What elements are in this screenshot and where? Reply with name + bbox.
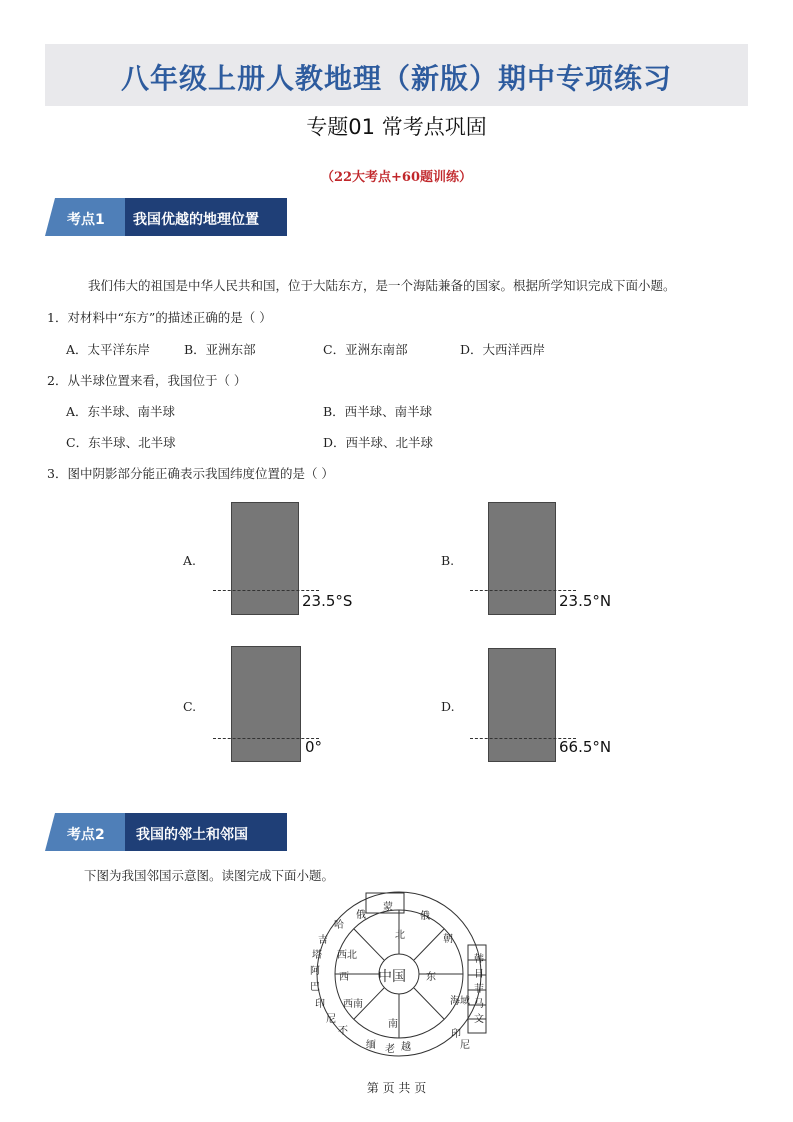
- question-1-option-b[interactable]: B．亚洲东部: [184, 342, 256, 357]
- diagram-country: 老: [385, 1044, 395, 1055]
- question-2-option-a[interactable]: A．东半球、南半球: [66, 404, 176, 419]
- diagram-country: 巴: [310, 982, 320, 993]
- question-1-option-a[interactable]: A．太平洋东岸: [66, 342, 151, 357]
- diagram-country: 日: [474, 969, 484, 980]
- figure-a-shaded-rect: [231, 502, 299, 615]
- figure-b-latitude: 23.5°N: [559, 592, 612, 610]
- question-1-option-c[interactable]: C．亚洲东南部: [323, 342, 408, 357]
- question-1-option-d[interactable]: D．大西洋西岸: [460, 342, 546, 357]
- diagram-direction-southwest: 西南: [343, 999, 363, 1010]
- diagram-country: 越: [401, 1042, 411, 1053]
- page-footer: 第 页 共 页: [366, 1081, 427, 1095]
- diagram-country: 蒙: [383, 902, 393, 913]
- material-text: 下图为我国邻国示意图。读图完成下面小题。: [84, 868, 335, 883]
- diagram-direction-west: 西: [339, 972, 349, 983]
- diagram-direction-east: 东: [426, 972, 436, 983]
- figure-d-label[interactable]: D.: [441, 699, 455, 714]
- figure-c-label[interactable]: C.: [183, 699, 197, 714]
- diagram-country: 印: [315, 999, 325, 1010]
- diagram-direction-north: 北: [395, 930, 405, 941]
- figure-a-label[interactable]: A.: [183, 553, 197, 568]
- figure-c-shaded-rect: [231, 646, 301, 762]
- page-title: 八年级上册人教地理（新版）期中专项练习: [120, 62, 672, 95]
- figure-a-latitude-line: [213, 590, 319, 591]
- figure-b-shaded-rect: [488, 502, 556, 615]
- diagram-country: 菲: [474, 984, 484, 995]
- diagram-country: 马: [474, 999, 484, 1010]
- diagram-country: 阿: [310, 966, 320, 977]
- question-1-stem: 1．对材料中“东方”的描述正确的是（ ）: [47, 310, 272, 325]
- diagram-country: 缅: [366, 1040, 376, 1051]
- figure-d-shaded-rect: [488, 648, 556, 762]
- question-3-stem: 3．图中阴影部分能正确表示我国纬度位置的是（ ）: [47, 466, 334, 481]
- topic-count-note: （22大考点+60题训练）: [320, 170, 473, 185]
- diagram-country: 哈: [334, 920, 344, 931]
- figure-c-latitude: 0°: [305, 738, 323, 756]
- figure-b-latitude-line: [470, 590, 576, 591]
- diagram-direction-northwest: 西北: [337, 950, 357, 961]
- figure-b-label[interactable]: B.: [441, 553, 455, 568]
- material-text: 我们伟大的祖国是中华人民共和国，位于大陆东方，是一个海陆兼备的国家。根据所学知识完成下面小题。: [88, 278, 676, 293]
- section-tag-1: [45, 198, 287, 236]
- diagram-sea-label: 海域: [450, 996, 470, 1007]
- figure-a-latitude: 23.5°S: [302, 592, 353, 610]
- page-subtitle: 专题01 常考点巩固: [306, 115, 487, 139]
- section-tag-label: 考点1: [67, 212, 105, 228]
- question-2-option-c[interactable]: C．东半球、北半球: [66, 435, 176, 450]
- question-2-option-b[interactable]: B．西半球、南半球: [323, 404, 433, 419]
- question-2-stem: 2．从半球位置来看，我国位于（ ）: [47, 373, 247, 388]
- section-tag-2: [45, 813, 287, 851]
- diagram-center-label: 中国: [378, 969, 406, 985]
- question-2-option-d[interactable]: D．西半球、北半球: [323, 435, 434, 450]
- diagram-country: 韩: [474, 954, 484, 965]
- figure-d-latitude: 66.5°N: [559, 738, 612, 756]
- section-title: 我国优越的地理位置: [133, 212, 259, 228]
- diagram-country: 尼: [326, 1014, 336, 1025]
- diagram-direction-south: 南: [388, 1019, 398, 1030]
- diagram-country: 朝: [443, 934, 453, 945]
- section-title: 我国的邻土和邻国: [136, 827, 248, 843]
- diagram-country: 尼: [460, 1040, 470, 1051]
- figure-c-latitude-line: [213, 738, 319, 739]
- diagram-country: 俄: [356, 910, 366, 921]
- section-tag-label: 考点2: [67, 827, 105, 843]
- diagram-country: 印: [451, 1029, 461, 1040]
- diagram-country: 不: [338, 1026, 348, 1037]
- diagram-country: 吉: [318, 935, 328, 946]
- diagram-country: 文: [474, 1014, 484, 1025]
- diagram-country: 塔: [312, 950, 322, 961]
- diagram-country: 俄: [420, 911, 430, 922]
